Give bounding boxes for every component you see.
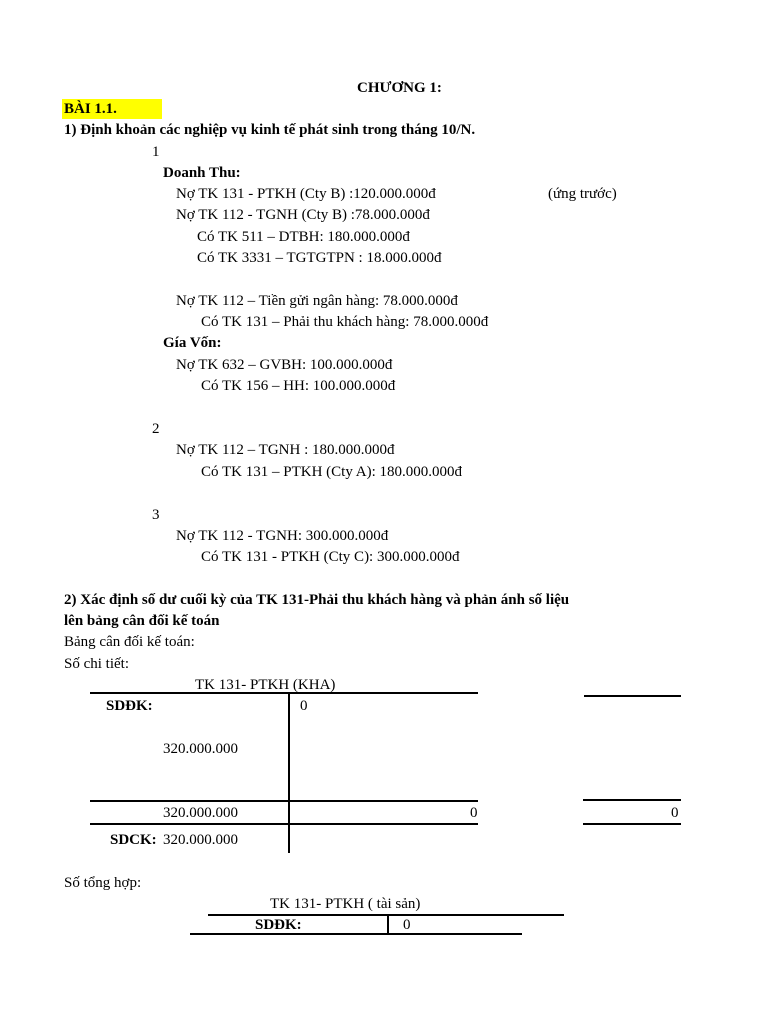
entry1-debit-131: Nợ TK 131 - PTKH (Cty B) :120.000.000đ: [176, 186, 436, 202]
advance-note: (ứng trước): [548, 186, 617, 202]
t-account-divider: [288, 693, 290, 853]
balance-sheet-label: Bảng cân đối kế toán:: [64, 634, 195, 650]
t-account-debit-entry: 320.000.000: [163, 741, 238, 757]
t-account-opening-value: 0: [300, 698, 308, 714]
t-account-right-closing-rule: [583, 823, 681, 825]
detail-ledger-label: Số chi tiết:: [64, 656, 129, 672]
t-account-summary-divider: [387, 915, 389, 934]
entry3-debit-112: Nợ TK 112 - TGNH: 300.000.000đ: [176, 528, 389, 544]
revenue-label: Doanh Thu:: [163, 165, 241, 181]
entry1b-credit-131: Có TK 131 – Phải thu khách hàng: 78.000.000đ: [201, 314, 489, 330]
t-account-debit-total: 320.000.000: [163, 805, 238, 821]
part2-heading-line1: 2) Xác định số dư cuối kỳ của TK 131-Phải thu khách hàng và phản ánh số liệu: [64, 592, 570, 608]
entry2-debit-112: Nợ TK 112 – TGNH : 180.000.000đ: [176, 442, 395, 458]
t-account-credit-total: 0: [470, 805, 478, 821]
entry1-number: 1: [152, 144, 160, 160]
t-account-closing-value: 320.000.000: [163, 832, 238, 848]
t-account-second-credit-total: 0: [671, 805, 679, 821]
t-account-detail-title: TK 131- PTKH (KHA): [195, 677, 336, 693]
entry1b-debit-112: Nợ TK 112 – Tiền gửi ngân hàng: 78.000.000đ: [176, 293, 458, 309]
cost-credit-156: Có TK 156 – HH: 100.000.000đ: [201, 378, 396, 394]
summary-ledger-label: Số tổng hợp:: [64, 875, 142, 891]
chapter-title: CHƯƠNG 1:: [357, 80, 442, 96]
t-account-summary-title: TK 131- PTKH ( tài sản): [270, 896, 421, 912]
t-account-summary-bottom-rule: [190, 933, 522, 935]
entry3-number: 3: [152, 507, 160, 523]
exercise-label: BÀI 1.1.: [62, 99, 162, 119]
entry1-credit-511: Có TK 511 – DTBH: 180.000.000đ: [197, 229, 410, 245]
t-account-opening-label: SDĐK:: [106, 698, 153, 714]
t-account-summary-opening-label: SDĐK:: [255, 917, 302, 933]
cost-debit-632: Nợ TK 632 – GVBH: 100.000.000đ: [176, 357, 393, 373]
cost-label: Gía Vốn:: [163, 335, 222, 351]
part1-heading: 1) Định khoản các nghiệp vụ kinh tế phát sinh trong tháng 10/N.: [64, 122, 476, 138]
part2-heading-line2: lên bảng cân đối kế toán: [64, 613, 220, 629]
t-account-closing-label: SDCK:: [110, 832, 157, 848]
entry3-credit-131: Có TK 131 - PTKH (Cty C): 300.000.000đ: [201, 549, 460, 565]
t-account-right-total-rule: [583, 799, 681, 801]
entry2-number: 2: [152, 421, 160, 437]
entry2-credit-131: Có TK 131 – PTKH (Cty A): 180.000.000đ: [201, 464, 462, 480]
t-account-top-rule: [90, 692, 478, 694]
entry1-credit-3331: Có TK 3331 – TGTGTPN : 18.000.000đ: [197, 250, 442, 266]
t-account-summary-opening-value: 0: [403, 917, 411, 933]
entry1-debit-112: Nợ TK 112 - TGNH (Cty B) :78.000.000đ: [176, 207, 430, 223]
t-account-right-top-rule: [584, 695, 681, 697]
t-account-closing-rule: [90, 823, 478, 825]
t-account-total-rule: [90, 800, 478, 802]
